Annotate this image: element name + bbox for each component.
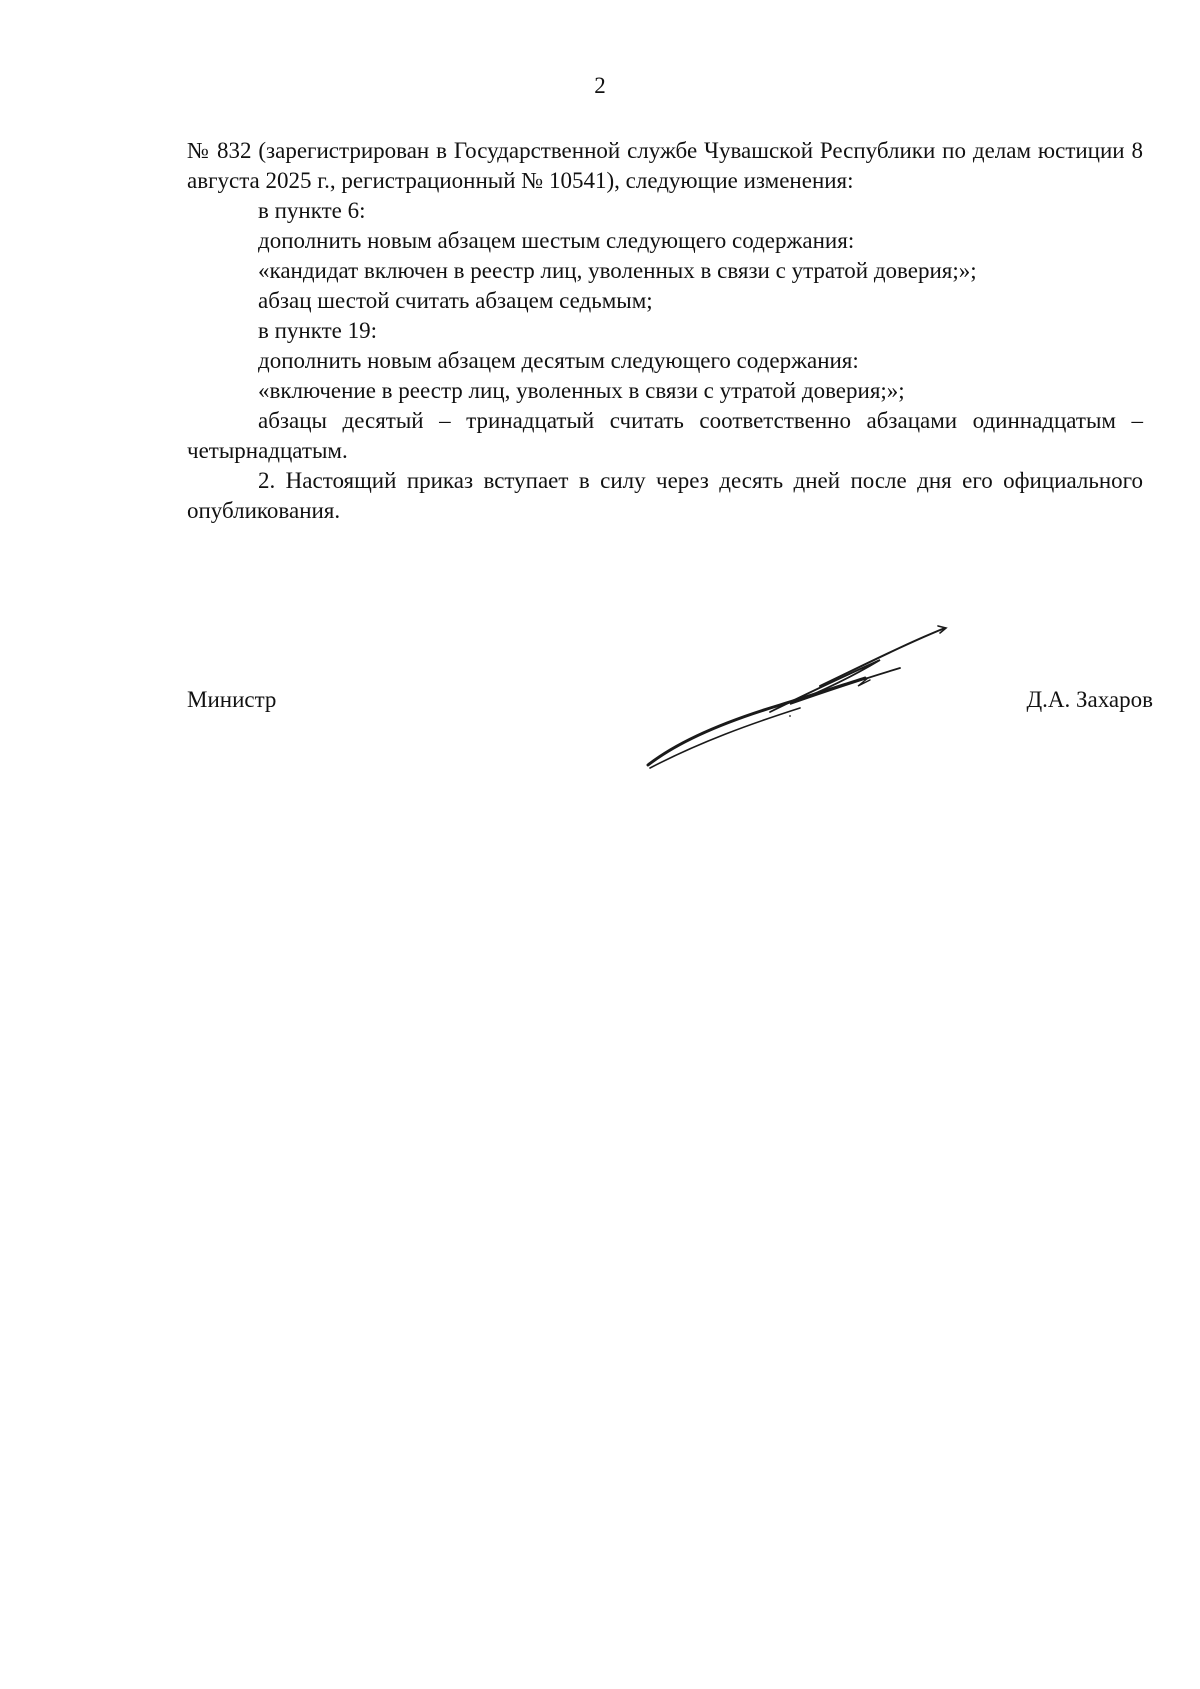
paragraph: дополнить новым абзацем десятым следующего содержания: xyxy=(258,348,859,373)
paragraph: дополнить новым абзацем шестым следующего содержания: xyxy=(258,228,855,253)
paragraph: № 832 (зарегистрирован в Государственной службе Чувашской Республики по делам юстиции 8 августа 2025 г., регистрационный № 10541), следующие изменения: xyxy=(187,138,1143,193)
paragraph: в пункте 6: xyxy=(258,198,366,223)
paragraph: «включение в реестр лиц, уволенных в связи с утратой доверия;»; xyxy=(258,378,905,403)
page-number: 2 xyxy=(594,73,606,98)
document-body xyxy=(187,136,1143,526)
paragraph: абзац шестой считать абзацем седьмым; xyxy=(258,288,653,313)
position-title: Министр xyxy=(187,687,277,712)
signer-name: Д.А. Захаров xyxy=(1026,687,1153,712)
paragraph: абзацы десятый – тринадцатый считать соответственно абзацами одиннадцатым – четырнадцатым. xyxy=(187,408,1143,463)
paragraph: «кандидат включен в реестр лиц, уволенных в связи с утратой доверия;»; xyxy=(258,258,977,283)
paragraph: 2. Настоящий приказ вступает в силу через десять дней после дня его официального опубликования. xyxy=(187,468,1143,523)
paragraph: в пункте 19: xyxy=(258,318,377,343)
signature-row xyxy=(187,685,1153,717)
